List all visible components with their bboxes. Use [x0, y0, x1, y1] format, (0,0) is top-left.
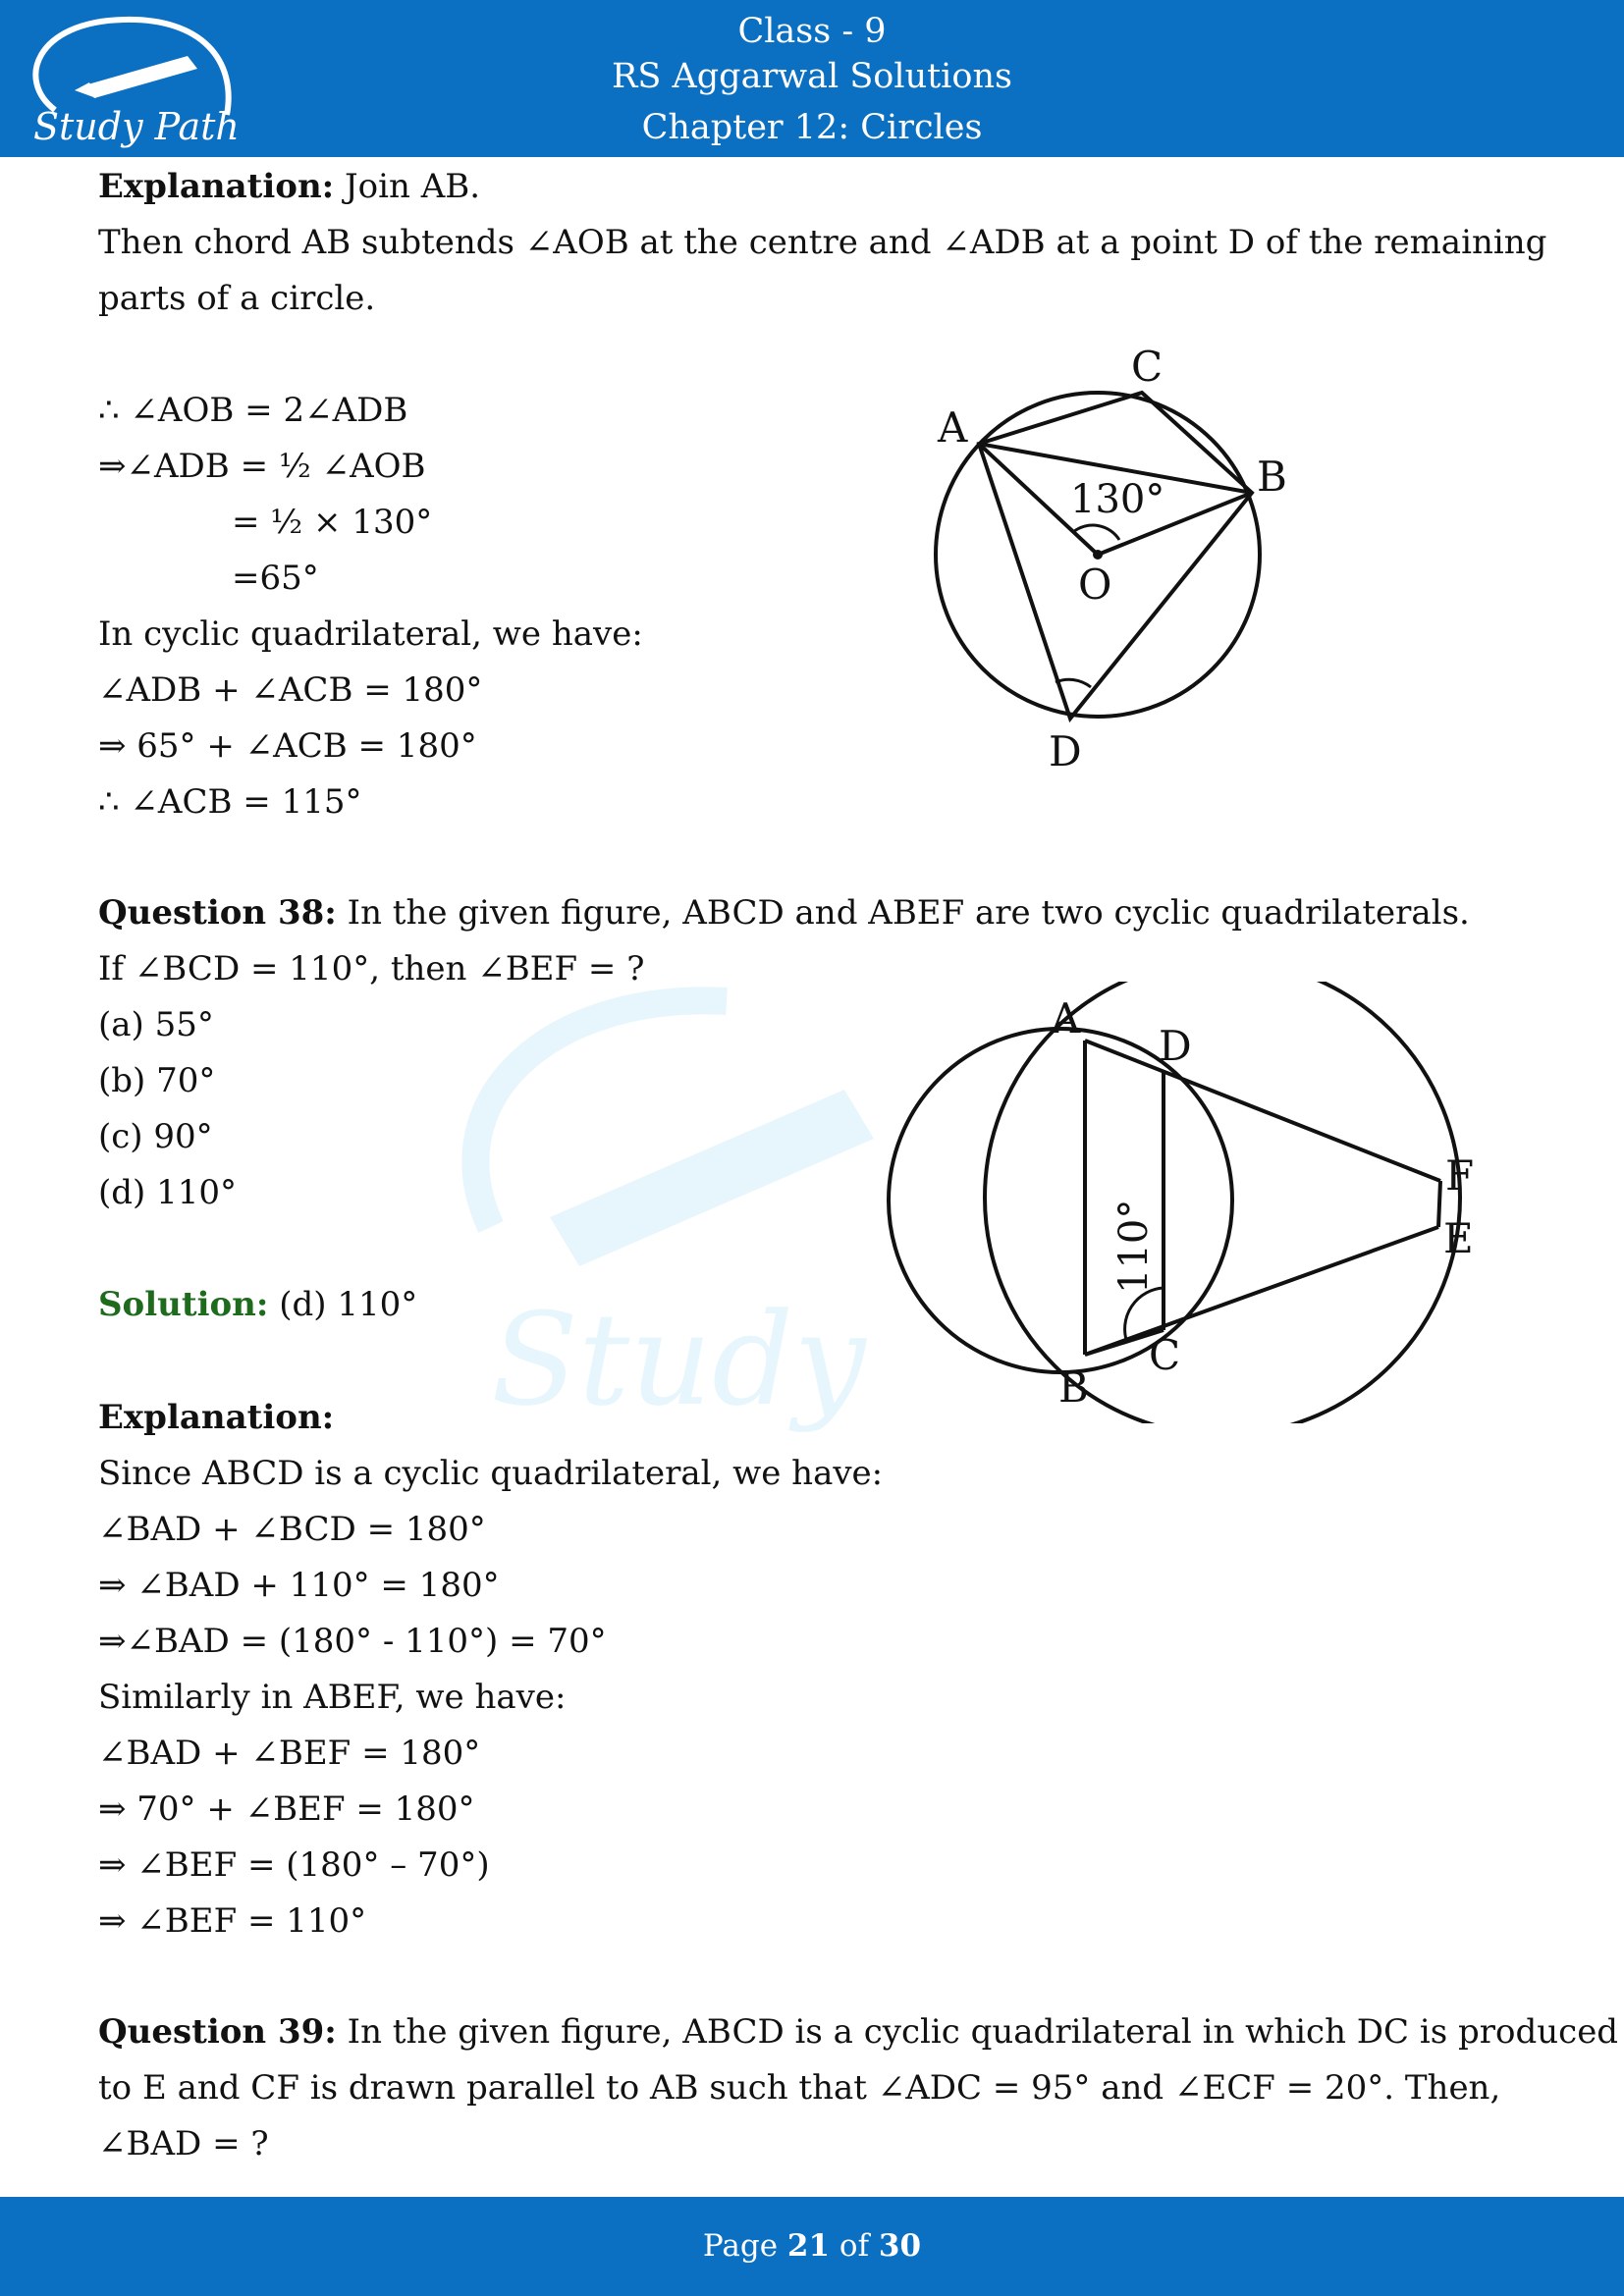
- header-chapter: Chapter 12: Circles: [641, 108, 983, 147]
- segment-af: [1085, 1041, 1440, 1181]
- q38-circles-figure: [884, 982, 1492, 1423]
- page-number: 21: [786, 2228, 831, 2264]
- q39-question-line2: to E and CF is drawn parallel to AB such that ∠ADC = 95° and ∠ECF = 20°. Then,: [98, 2068, 1501, 2108]
- label-a: A: [938, 403, 968, 452]
- q38-step: ⇒∠BAD = (180° - 110°) = 70°: [98, 1622, 607, 1661]
- centre-point: [1093, 550, 1103, 560]
- q38-solution: Solution: (d) 110°: [98, 1285, 418, 1324]
- q37-line-b: parts of a circle.: [98, 279, 376, 318]
- page-of: of: [830, 2228, 879, 2264]
- angle-label: 130°: [1070, 477, 1165, 522]
- q38-question: Question 38: In the given figure, ABCD and ABEF are two cyclic quadrilaterals.: [98, 893, 1470, 933]
- svg-text:Study: Study: [491, 1285, 866, 1434]
- q37-step: = ½ × 130°: [232, 503, 433, 542]
- q38-step: ⇒ ∠BEF = (180° – 70°): [98, 1845, 490, 1885]
- logo-text: Study Path: [33, 105, 240, 148]
- q38-question-line2: If ∠BCD = 110°, then ∠BEF = ?: [98, 949, 645, 988]
- page-header: [0, 0, 1624, 157]
- q38-step: ⇒ 70° + ∠BEF = 180°: [98, 1789, 475, 1829]
- label-d: D: [1049, 727, 1082, 775]
- q37-step: ⇒ 65° + ∠ACB = 180°: [98, 726, 477, 766]
- q38-option: (c) 90°: [98, 1117, 213, 1156]
- q38-option: (a) 55°: [98, 1005, 214, 1044]
- q37-step: =65°: [232, 559, 319, 598]
- label-o: O: [1078, 561, 1112, 609]
- label-c: C: [1131, 344, 1164, 391]
- q38-step: Similarly in ABEF, we have:: [98, 1678, 567, 1717]
- q39-question-line3: ∠BAD = ?: [98, 2124, 269, 2163]
- page-prefix: Page: [702, 2228, 787, 2264]
- segment-fe: [1438, 1181, 1440, 1227]
- header-class: Class - 9: [737, 12, 887, 51]
- label-e: E: [1443, 1214, 1474, 1262]
- q37-circle-figure: [913, 344, 1306, 785]
- page-footer: [0, 2197, 1624, 2296]
- q38-explanation-label: Explanation:: [98, 1398, 335, 1437]
- label-c: C: [1149, 1331, 1181, 1379]
- label-f: F: [1445, 1151, 1475, 1200]
- page-total: 30: [878, 2228, 922, 2264]
- q37-step: ∠ADB + ∠ACB = 180°: [98, 670, 483, 710]
- q38-step: ⇒ ∠BAD + 110° = 180°: [98, 1566, 500, 1605]
- label-b: B: [1058, 1363, 1089, 1412]
- q37-explanation: Explanation: Join AB.: [98, 167, 481, 206]
- q38-step: ⇒ ∠BEF = 110°: [98, 1901, 367, 1941]
- q37-step: ∴ ∠AOB = 2∠ADB: [98, 391, 408, 430]
- q37-step: In cyclic quadrilateral, we have:: [98, 614, 643, 654]
- angle-label: 110°: [1111, 1199, 1157, 1294]
- q38-step: ∠BAD + ∠BCD = 180°: [98, 1510, 486, 1549]
- label-b: B: [1257, 453, 1287, 501]
- q37-step: ∴ ∠ACB = 115°: [98, 782, 362, 822]
- q37-line-a: Then chord AB subtends ∠AOB at the centre and ∠ADB at a point D of the remaining: [98, 223, 1547, 262]
- label-a: A: [1051, 994, 1081, 1042]
- q38-option: (d) 110°: [98, 1173, 237, 1212]
- q38-option: (b) 70°: [98, 1061, 216, 1100]
- header-book: RS Aggarwal Solutions: [612, 57, 1012, 96]
- large-circle: [985, 982, 1460, 1423]
- q38-step: Since ABCD is a cyclic quadrilateral, we have:: [98, 1454, 884, 1493]
- q37-step: ⇒∠ADB = ½ ∠AOB: [98, 447, 426, 486]
- q39-question: Question 39: In the given figure, ABCD is a cyclic quadrilateral in which DC is produced: [98, 2012, 1619, 2052]
- label-d: D: [1159, 1022, 1192, 1070]
- q38-step: ∠BAD + ∠BEF = 180°: [98, 1734, 481, 1773]
- watermark-logo: [432, 972, 903, 1463]
